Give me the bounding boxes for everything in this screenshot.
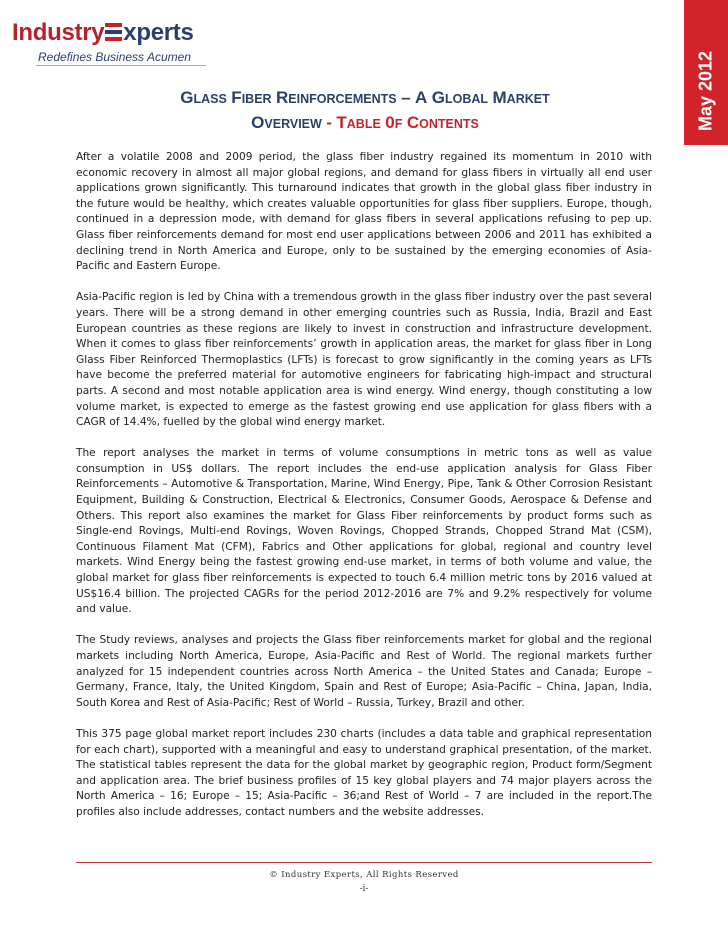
logo-text-xperts: xperts [123,19,194,46]
footer-copyright: © Industry Experts, All Rights Reserved [269,870,459,880]
title-line-2: OVERVIEW - TABLE 0F CONTENTS [251,113,479,132]
industry-experts-logo [12,20,212,70]
document-body [76,150,652,836]
footer-divider [76,862,652,863]
paragraph-report-contents: This 375 page global market report includes 230 charts (includes a data table and graphical representation for each chart), supported with a meaningful and easy to understand graphical presentation, of the market. The statistical tables represent the data for the global market by geographic region, Product form/Segment and application area. The brief business profiles of 15 key global players and 74 major players across the North America – 16; Europe – 15; Asia-Pacific – 36;and Rest of World – 7 are included in the report.The profiles also include addresses, contact numbers and the website addresses. [76,727,652,818]
page-number: -i- [359,884,369,894]
paragraph-regional-markets: The Study reviews, analyses and projects the Glass fiber reinforcements market for global and the regional markets including North America, Europe, Asia-Pacific and Rest of World. The regional markets further analyzed for 15 independent countries across North America – the United States and Canada; Europe – Germany, France, Italy, the United Kingdom, Spain and Rest of Europe; Asia-Pacific – China, Japan, India, South Korea and Rest of Asia-Pacific; Rest of World – Russia, Turkey, Brazil and other. [76,634,652,709]
paragraph-market-recovery: After a volatile 2008 and 2009 period, the glass fiber industry regained its momentum in 2010 with economic recovery in almost all major global regions, and demand for glass fibers in virtually all end user applications grown significantly. This turnaround indicates that growth in the global glass fiber industry in the future would be healthy, which creates valuable opportunities for glass fiber suppliers. Europe, though, continued in a depression mode, with demand for glass fibers in several applications refusing to pep up. Glass fiber reinforcements demand for most end user applications between 2006 and 2011 has exhibited a declining trend in North America and Europe, only to be sustained by the emerging economies of Asia-Pacific and Eastern Europe. [76,151,652,273]
logo-text-industry: Industry [12,19,105,46]
logo-e-mark-icon [105,23,122,41]
paragraph-report-scope: The report analyses the market in terms of volume consumptions in metric tons as well as value consumption in US$ dollars. The report includes the end-use application analysis for Glass Fiber Reinforcements – Automotive & Transportation, Marine, Wind Energy, Pipe, Tank & Other Corrosion Resistant Equipment, Building & Construction, Electrical & Electronics, Consumer Goods, Aerospace & Defense and Others. This report also examines the market for Glass Fiber reinforcements by product forms such as Single-end Rovings, Multi-end Rovings, Woven Rovings, Chopped Strands, Chopped Strand Mat (CSM), Continuous Filament Mat (CFM), Fabrics and Other applications for global, regional and country level markets. Wind Energy being the fastest growing end-use market, in terms of both volume and value, the global market for glass fiber reinforcements is expected to touch 6.4 million metric tons by 2016 valued at US$16.4 billion. The projected CAGRs for the period 2012-2016 are 7% and 9.2% respectively for volume and value. [76,447,652,616]
title-line-1: GLASS FIBER REINFORCEMENTS – A GLOBAL MARKET [180,88,550,107]
logo-divider [36,65,206,66]
logo-tagline: Redefines Business Acumen [38,50,191,64]
paragraph-asia-pacific: Asia-Pacific region is led by China with a tremendous growth in the glass fiber industry over the past several years. There will be a strong demand in other emerging countries such as Russia, India, Brazil and East European countries as these regions are likely to invest in construction and infrastructure development. When it comes to glass fiber reinforcements’ growth in application areas, the market for glass fiber in Long Glass Fiber Reinforced Thermoplastics (LFTs) is forecast to grow significantly in the coming years as LFTs have become the preferred material for automotive engineers for fabricating high-impact and structural parts. A second and most notable application area is wind energy. Wind energy, though constituting a low volume market, is expected to emerge as the fastest growing end use application for glass fibers with a CAGR of 14.4%, fuelled by the global wind energy market. [76,291,652,429]
logo-wordmark [12,20,212,46]
date-tab [684,0,728,145]
date-tab-label: May 2012 [695,50,716,131]
page-title [80,86,650,136]
